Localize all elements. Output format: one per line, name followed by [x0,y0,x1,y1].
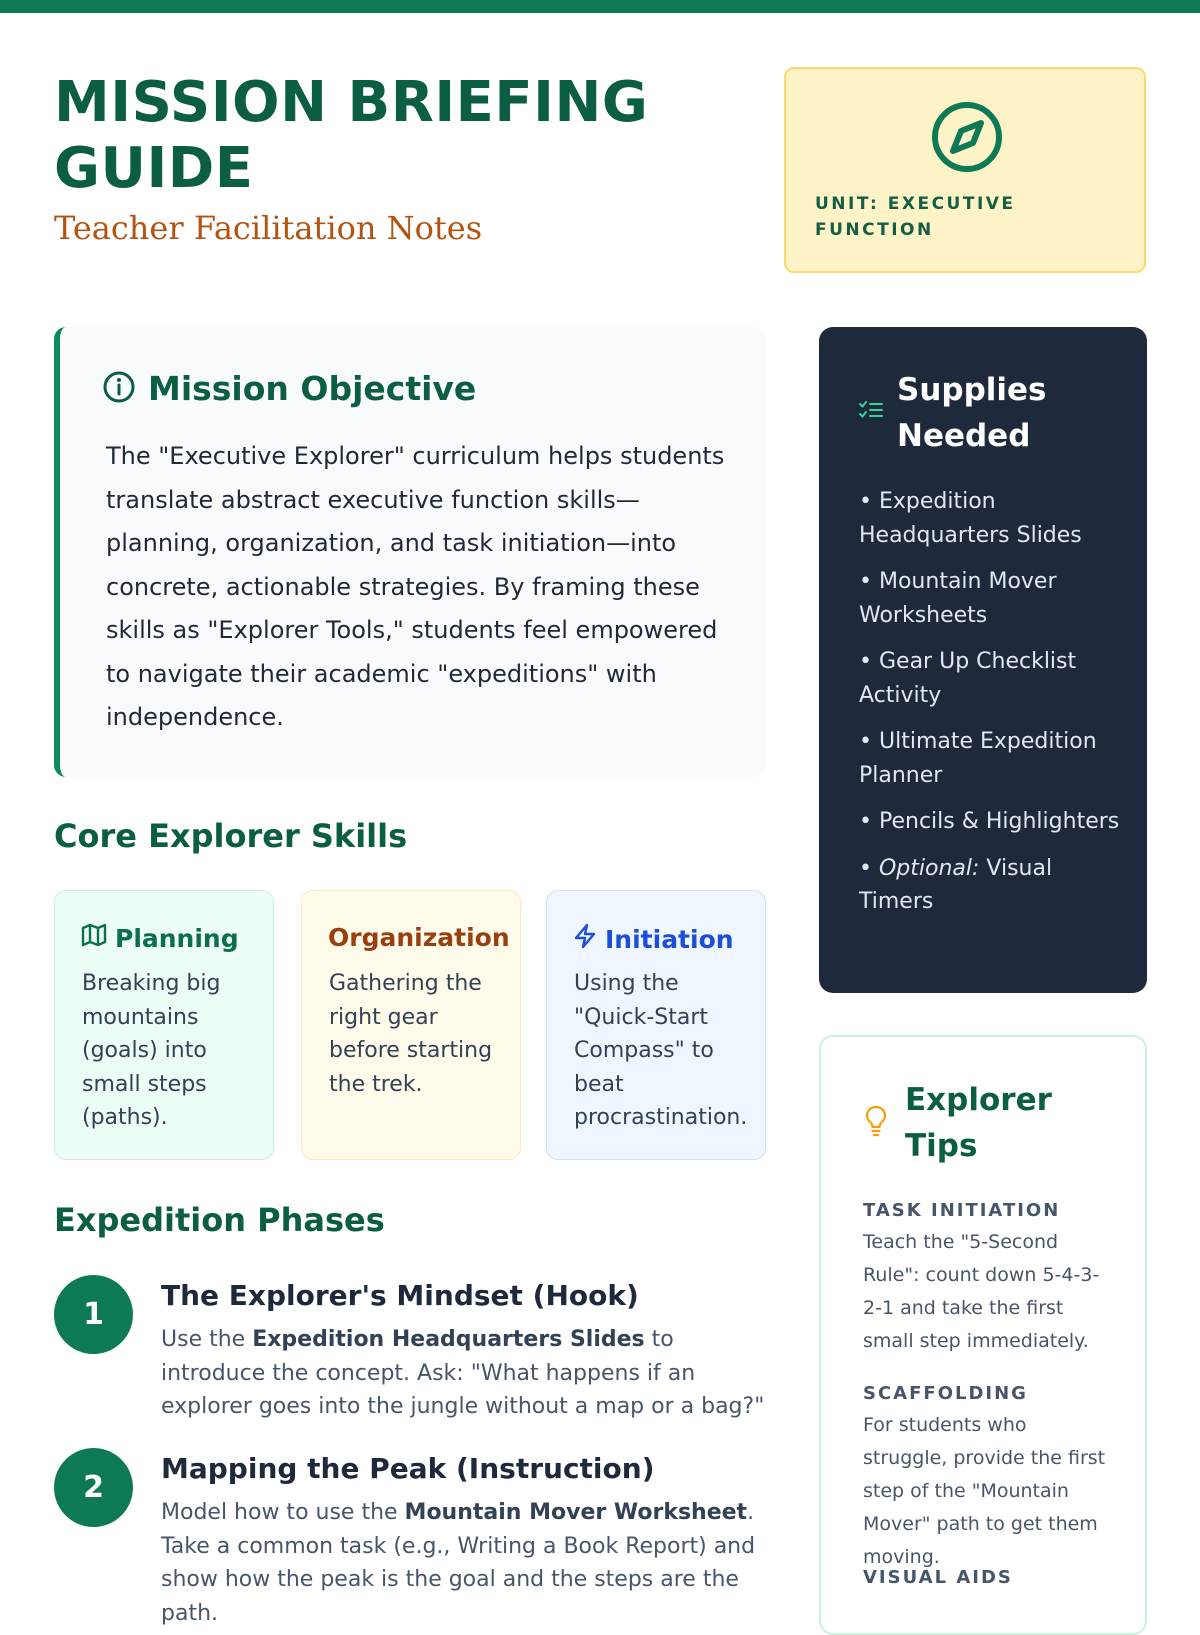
expedition-phases-heading: Expedition Phases [54,1201,385,1239]
skill-card-organization [301,890,521,1160]
lightning-icon [573,923,605,955]
skill-title: Initiation [605,924,734,954]
lightbulb-icon [865,1105,887,1141]
phase-title: Mapping the Peak (Instruction) [161,1452,655,1485]
phase-number-badge: 1 [54,1275,133,1354]
phase-description: Model how to use the Mountain Mover Worksheet. Take a common task (e.g., Writing a Book Report) and show how the peak is the goal and the steps are the path. [161,1500,756,1626]
tip-text: For students who struggle, provide the first step of the "Mountain Mover" path to get them moving. [863,1414,1106,1568]
checklist-icon [859,400,883,426]
skill-text: Breaking big mountains (goals) into small steps (paths). [82,971,221,1130]
compass-icon [929,99,1005,179]
info-icon [102,370,136,408]
list-item: • Ultimate Expedition Planner [859,729,1097,788]
supplies-heading: Supplies Needed [897,372,1047,454]
tip-label: VISUAL AIDS [863,1567,1013,1588]
supplies-header [859,367,1057,459]
skill-title: Planning [115,923,239,953]
objective-heading: Mission Objective [148,369,477,408]
list-item: • Gear Up Checklist Activity [859,649,1077,708]
phase-description: Use the Expedition Headquarters Slides to introduce the concept. Ask: "What happens if an explorer goes into the jungle without a map or a bag?" [161,1327,765,1419]
objective-header [102,369,476,408]
supplies-list [859,485,1129,932]
list-item: • Mountain Mover Worksheets [859,569,1057,628]
map-icon [81,923,115,953]
tip-text: Teach the "5-Second Rule": count down 5-4-3-2-1 and take the first small step immediately. [863,1231,1100,1352]
skill-card-initiation [546,890,766,1160]
tip-item [863,1200,1113,1358]
tip-label: SCAFFOLDING [863,1383,1028,1404]
top-accent-bar [0,0,1200,13]
tips-heading: Explorer Tips [905,1082,1052,1164]
list-item: • Pencils & Highlighters [859,809,1120,834]
supplies-panel [819,327,1147,993]
phase-title: The Explorer's Mindset (Hook) [161,1279,639,1312]
unit-card [784,67,1146,273]
tip-label: TASK INITIATION [863,1200,1061,1221]
page-subtitle: Teacher Facilitation Notes [54,209,483,247]
skill-text: Using the "Quick-Start Compass" to beat procrastination. [574,971,748,1130]
core-skills-heading: Core Explorer Skills [54,817,408,855]
tip-item [863,1383,1113,1574]
unit-label: UNIT: EXECUTIVE FUNCTION [815,194,1016,240]
skill-card-planning [54,890,274,1160]
list-item: • Expedition Headquarters Slides [859,489,1082,548]
phase-number-badge: 2 [54,1448,133,1527]
objective-text: The "Executive Explorer" curriculum helps students translate abstract executive function skills—planning, organization, and task initiation—into concrete, actionable strategies. By framing these skills as "Explorer Tools," students feel empowered to navigate their academic "expeditions" with independence. [106,442,725,731]
skill-title: Organization [328,923,510,952]
mission-objective-card [54,327,765,777]
explorer-tips-panel [819,1035,1147,1635]
tip-item [863,1567,1113,1588]
skill-text: Gathering the right gear before starting the trek. [329,971,493,1097]
page-title: MISSION BRIEFING GUIDE [54,70,649,201]
list-item: • Optional: Visual Timers [859,855,1053,914]
tips-header [865,1077,1052,1169]
